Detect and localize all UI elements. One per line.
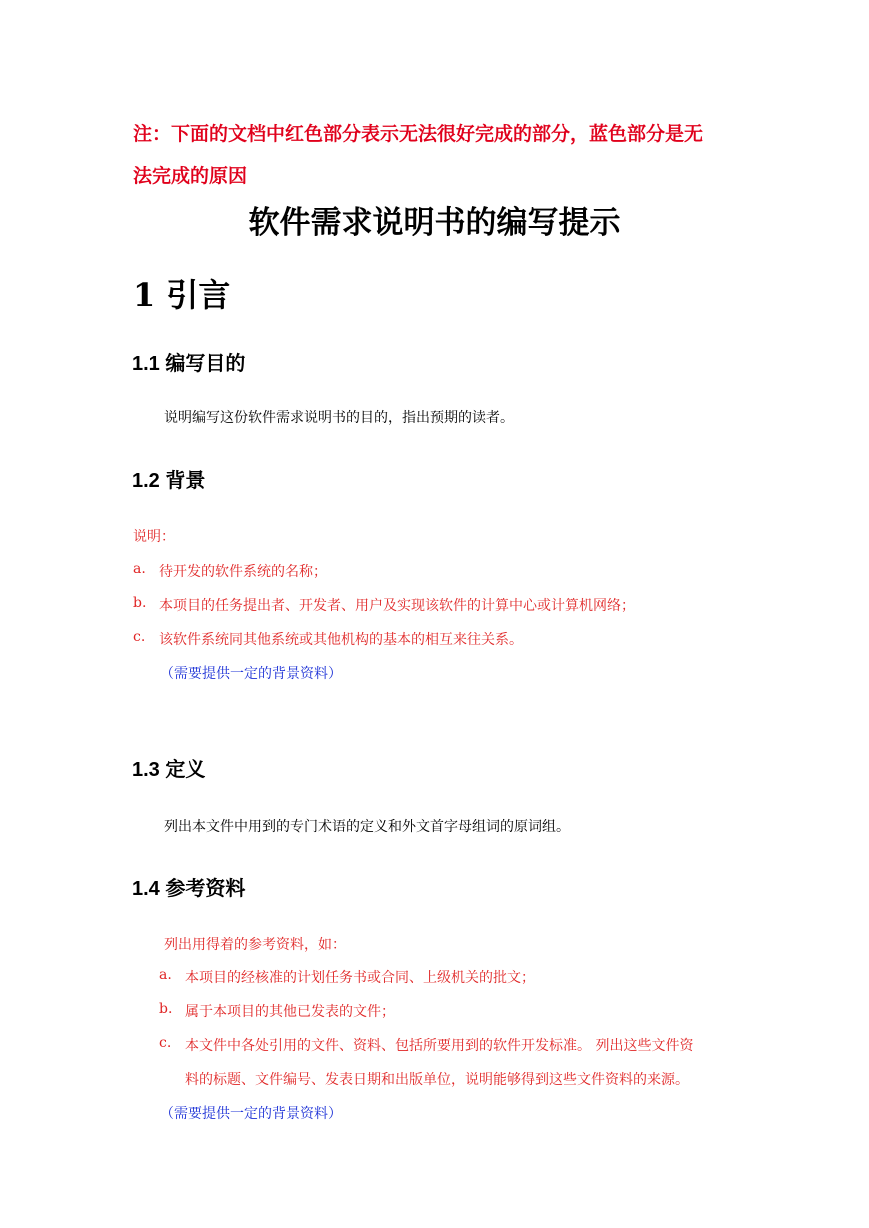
list-item-continuation: 料的标题、文件编号、发表日期和出版单位，说明能够得到这些文件资料的来源。 bbox=[185, 1072, 689, 1088]
section-1-4-intro: 列出用得着的参考资料，如： bbox=[164, 937, 346, 953]
section-1-1-text: 说明编写这份软件需求说明书的目的，指出预期的读者。 bbox=[164, 410, 514, 426]
list-item: 该软件系统同其他系统或其他机构的基本的相互来往关系。 bbox=[159, 632, 523, 648]
section-1-1-heading: 1.1 编写目的 bbox=[132, 353, 246, 375]
note-line-2: 法完成的原因 bbox=[133, 165, 248, 187]
section-1-4-reason: （需要提供一定的背景资料） bbox=[160, 1106, 342, 1122]
list-item-marker: c. bbox=[159, 1035, 172, 1051]
list-item-marker: b. bbox=[159, 1001, 173, 1017]
list-item-marker: c. bbox=[133, 629, 146, 645]
list-item: 本项目的经核准的计划任务书或合同、上级机关的批文； bbox=[185, 970, 535, 986]
list-item-marker: a. bbox=[159, 967, 172, 983]
list-item-marker: b. bbox=[133, 595, 147, 611]
list-item: 本文件中各处引用的文件、资料、包括所要用到的软件开发标准。 列出这些文件资 bbox=[185, 1038, 694, 1054]
section-1-3-text: 列出本文件中用到的专门术语的定义和外文首字母组词的原词组。 bbox=[164, 819, 570, 835]
section-1-2-intro: 说明： bbox=[133, 529, 175, 545]
list-item: 本项目的任务提出者、开发者、用户及实现该软件的计算中心或计算机网络； bbox=[159, 598, 635, 614]
list-item: 属于本项目的其他已发表的文件； bbox=[185, 1004, 395, 1020]
list-item-marker: a. bbox=[133, 561, 146, 577]
document-title: 软件需求说明书的编写提示 bbox=[248, 205, 621, 241]
note-line-1: 注：下面的文档中红色部分表示无法很好完成的部分，蓝色部分是无 bbox=[133, 123, 704, 145]
list-item: 待开发的软件系统的名称； bbox=[159, 564, 327, 580]
section-1-2-reason: （需要提供一定的背景资料） bbox=[160, 666, 342, 682]
section-1-3-heading: 1.3 定义 bbox=[132, 759, 206, 781]
section-1-4-heading: 1.4 参考资料 bbox=[132, 878, 246, 900]
chapter-1-heading: 1 引言 bbox=[133, 276, 231, 314]
section-1-2-heading: 1.2 背景 bbox=[132, 470, 206, 492]
